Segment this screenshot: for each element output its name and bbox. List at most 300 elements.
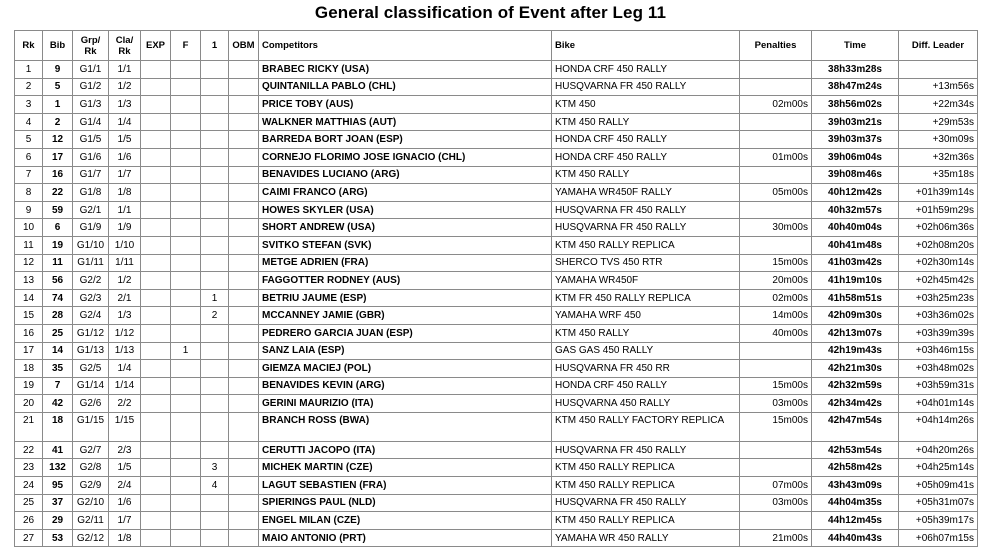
cell-rank: 27 [15, 529, 43, 547]
cell-diff-leader: +32m36s [899, 148, 978, 166]
cell-exp [141, 272, 171, 290]
cell-penalty [740, 113, 812, 131]
cell-exp [141, 477, 171, 495]
cell-bike: KTM 450 RALLY REPLICA [552, 512, 740, 530]
cell-competitor: FAGGOTTER RODNEY (AUS) [259, 272, 552, 290]
cell-diff-leader: +03h25m23s [899, 289, 978, 307]
cell-bike: KTM 450 RALLY REPLICA [552, 459, 740, 477]
cell-bike: HONDA CRF 450 RALLY [552, 377, 740, 395]
cell-class-rank: 2/2 [109, 395, 141, 413]
table-row [15, 61, 978, 79]
cell-f [171, 113, 201, 131]
cell-penalty: 15m00s [740, 377, 812, 395]
cell-bike: KTM 450 RALLY [552, 166, 740, 184]
cell-class-rank: 1/6 [109, 148, 141, 166]
cell-one [201, 529, 229, 547]
cell-time: 40h32m57s [812, 201, 899, 219]
cell-competitor: CAIMI FRANCO (ARG) [259, 184, 552, 202]
header-cla-rk [109, 31, 141, 61]
cell-one [201, 184, 229, 202]
table-row [15, 494, 978, 512]
cell-class-rank: 1/7 [109, 512, 141, 530]
header-grp-rk [73, 31, 109, 61]
cell-f [171, 289, 201, 307]
cell-obm [229, 201, 259, 219]
header-diff-leader: Diff. Leader [899, 31, 978, 61]
cell-one: 1 [201, 289, 229, 307]
cell-penalty [740, 201, 812, 219]
cell-rank: 18 [15, 360, 43, 378]
cell-f [171, 201, 201, 219]
cell-rank: 22 [15, 441, 43, 459]
cell-group-rank: G2/10 [73, 494, 109, 512]
cell-class-rank: 1/10 [109, 236, 141, 254]
cell-group-rank: G2/11 [73, 512, 109, 530]
cell-penalty: 03m00s [740, 494, 812, 512]
cell-obm [229, 184, 259, 202]
classification-table [14, 30, 978, 547]
cell-f [171, 459, 201, 477]
cell-class-rank: 1/5 [109, 459, 141, 477]
cell-class-rank: 2/1 [109, 289, 141, 307]
cell-bib: 22 [43, 184, 73, 202]
cell-penalty [740, 360, 812, 378]
cell-f [171, 254, 201, 272]
cell-group-rank: G1/2 [73, 78, 109, 96]
cell-obm [229, 219, 259, 237]
cell-exp [141, 236, 171, 254]
cell-time: 38h56m02s [812, 96, 899, 114]
cell-f [171, 477, 201, 495]
cell-group-rank: G1/1 [73, 61, 109, 79]
cell-bib: 7 [43, 377, 73, 395]
cell-obm [229, 254, 259, 272]
cell-diff-leader: +04h14m26s [899, 412, 978, 441]
cell-exp [141, 289, 171, 307]
cell-rank: 23 [15, 459, 43, 477]
cell-competitor: CERUTTI JACOPO (ITA) [259, 441, 552, 459]
cell-time: 40h41m48s [812, 236, 899, 254]
cell-class-rank: 1/15 [109, 412, 141, 441]
cell-obm [229, 131, 259, 149]
cell-penalty: 14m00s [740, 307, 812, 325]
cell-diff-leader: +35m18s [899, 166, 978, 184]
cell-competitor: WALKNER MATTHIAS (AUT) [259, 113, 552, 131]
cell-rank: 14 [15, 289, 43, 307]
cell-f [171, 184, 201, 202]
cell-one [201, 61, 229, 79]
cell-bib: 12 [43, 131, 73, 149]
cell-f [171, 441, 201, 459]
cell-exp [141, 131, 171, 149]
cell-bike: GAS GAS 450 RALLY [552, 342, 740, 360]
table-row [15, 441, 978, 459]
cell-class-rank: 1/5 [109, 131, 141, 149]
cell-f: 1 [171, 342, 201, 360]
cell-one [201, 395, 229, 413]
cell-one [201, 494, 229, 512]
cell-rank: 26 [15, 512, 43, 530]
cell-obm [229, 78, 259, 96]
cell-penalty: 02m00s [740, 289, 812, 307]
cell-diff-leader: +30m09s [899, 131, 978, 149]
cell-f [171, 61, 201, 79]
cell-time: 38h47m24s [812, 78, 899, 96]
cell-rank: 12 [15, 254, 43, 272]
cell-bib: 41 [43, 441, 73, 459]
cell-one [201, 201, 229, 219]
table-row [15, 201, 978, 219]
cell-exp [141, 201, 171, 219]
cell-f [171, 377, 201, 395]
cell-diff-leader: +22m34s [899, 96, 978, 114]
cell-penalty: 30m00s [740, 219, 812, 237]
cell-bib: 17 [43, 148, 73, 166]
cell-competitor: BRABEC RICKY (USA) [259, 61, 552, 79]
classification-rows [15, 61, 978, 547]
cell-bike: KTM 450 RALLY [552, 113, 740, 131]
cell-bike: KTM FR 450 RALLY REPLICA [552, 289, 740, 307]
cell-group-rank: G1/5 [73, 131, 109, 149]
cell-diff-leader: +05h31m07s [899, 494, 978, 512]
cell-rank: 25 [15, 494, 43, 512]
cell-group-rank: G1/13 [73, 342, 109, 360]
cell-bike: HONDA CRF 450 RALLY [552, 61, 740, 79]
cell-f [171, 395, 201, 413]
cell-penalty: 01m00s [740, 148, 812, 166]
header-competitors: Competitors [259, 31, 552, 61]
cell-diff-leader: +03h46m15s [899, 342, 978, 360]
cell-rank: 21 [15, 412, 43, 441]
cell-bike: HUSQVARNA 450 RALLY [552, 395, 740, 413]
cell-competitor: PEDRERO GARCIA JUAN (ESP) [259, 324, 552, 342]
cell-one [201, 441, 229, 459]
cell-obm [229, 395, 259, 413]
cell-f [171, 324, 201, 342]
cell-bib: 28 [43, 307, 73, 325]
cell-time: 42h53m54s [812, 441, 899, 459]
cell-class-rank: 1/8 [109, 529, 141, 547]
cell-bike: HUSQVARNA FR 450 RR [552, 360, 740, 378]
cell-bib: 42 [43, 395, 73, 413]
header-rk: Rk [15, 31, 43, 61]
cell-obm [229, 342, 259, 360]
cell-competitor: METGE ADRIEN (FRA) [259, 254, 552, 272]
cell-diff-leader: +02h08m20s [899, 236, 978, 254]
cell-penalty [740, 166, 812, 184]
cell-class-rank: 1/12 [109, 324, 141, 342]
cell-group-rank: G2/1 [73, 201, 109, 219]
table-row [15, 113, 978, 131]
cell-time: 42h32m59s [812, 377, 899, 395]
cell-rank: 5 [15, 131, 43, 149]
cell-bib: 56 [43, 272, 73, 290]
cell-time: 41h58m51s [812, 289, 899, 307]
cell-bib: 9 [43, 61, 73, 79]
cell-bib: 95 [43, 477, 73, 495]
cell-bib: 18 [43, 412, 73, 441]
cell-class-rank: 1/14 [109, 377, 141, 395]
cell-obm [229, 272, 259, 290]
table-row [15, 360, 978, 378]
cell-bike: HUSQVARNA FR 450 RALLY [552, 219, 740, 237]
table-row [15, 254, 978, 272]
cell-class-rank: 1/1 [109, 201, 141, 219]
table-row [15, 412, 978, 441]
cell-f [171, 272, 201, 290]
cell-rank: 9 [15, 201, 43, 219]
cell-bike: HUSQVARNA FR 450 RALLY [552, 494, 740, 512]
cell-time: 39h03m21s [812, 113, 899, 131]
cell-penalty [740, 78, 812, 96]
header-cla-line2: Rk [118, 45, 131, 57]
cell-diff-leader [899, 61, 978, 79]
cell-competitor: GIEMZA MACIEJ (POL) [259, 360, 552, 378]
cell-obm [229, 459, 259, 477]
table-row [15, 289, 978, 307]
cell-penalty: 07m00s [740, 477, 812, 495]
cell-f [171, 512, 201, 530]
cell-time: 42h13m07s [812, 324, 899, 342]
cell-class-rank: 1/2 [109, 272, 141, 290]
header-time: Time [812, 31, 899, 61]
header-penalties: Penalties [740, 31, 812, 61]
cell-obm [229, 113, 259, 131]
cell-bib: 5 [43, 78, 73, 96]
cell-bike: KTM 450 [552, 96, 740, 114]
cell-time: 42h19m43s [812, 342, 899, 360]
cell-time: 44h04m35s [812, 494, 899, 512]
cell-penalty [740, 131, 812, 149]
header-grp-line2: Rk [84, 45, 97, 57]
cell-bike: YAMAHA WR450F [552, 272, 740, 290]
cell-obm [229, 236, 259, 254]
cell-penalty: 15m00s [740, 254, 812, 272]
cell-group-rank: G2/8 [73, 459, 109, 477]
table-row [15, 307, 978, 325]
cell-exp [141, 395, 171, 413]
cell-group-rank: G1/3 [73, 96, 109, 114]
header-bib: Bib [43, 31, 73, 61]
cell-bib: 6 [43, 219, 73, 237]
cell-rank: 13 [15, 272, 43, 290]
cell-competitor: PRICE TOBY (AUS) [259, 96, 552, 114]
cell-bib: 132 [43, 459, 73, 477]
cell-f [171, 494, 201, 512]
cell-obm [229, 441, 259, 459]
cell-competitor: MAIO ANTONIO (PRT) [259, 529, 552, 547]
cell-penalty [740, 61, 812, 79]
cell-diff-leader: +29m53s [899, 113, 978, 131]
cell-time: 40h40m04s [812, 219, 899, 237]
cell-diff-leader: +13m56s [899, 78, 978, 96]
table-row [15, 477, 978, 495]
cell-group-rank: G1/12 [73, 324, 109, 342]
cell-time: 42h09m30s [812, 307, 899, 325]
cell-penalty [740, 342, 812, 360]
cell-bib: 11 [43, 254, 73, 272]
cell-one [201, 412, 229, 441]
cell-one [201, 148, 229, 166]
document-title: General classification of Event after Leg 11 [314, 3, 667, 22]
cell-group-rank: G1/6 [73, 148, 109, 166]
cell-exp [141, 148, 171, 166]
header-cla-line1: Cla/ [115, 34, 134, 46]
cell-penalty [740, 236, 812, 254]
cell-rank: 17 [15, 342, 43, 360]
cell-group-rank: G2/9 [73, 477, 109, 495]
cell-obm [229, 61, 259, 79]
cell-group-rank: G1/4 [73, 113, 109, 131]
cell-diff-leader: +03h59m31s [899, 377, 978, 395]
cell-rank: 3 [15, 96, 43, 114]
cell-f [171, 412, 201, 441]
table-row [15, 219, 978, 237]
cell-f [171, 529, 201, 547]
cell-diff-leader: +01h39m14s [899, 184, 978, 202]
cell-bib: 37 [43, 494, 73, 512]
cell-one: 3 [201, 459, 229, 477]
cell-one [201, 131, 229, 149]
cell-diff-leader: +02h45m42s [899, 272, 978, 290]
cell-competitor: ENGEL MILAN (CZE) [259, 512, 552, 530]
cell-group-rank: G1/11 [73, 254, 109, 272]
header-grp-line1: Grp/ [80, 34, 101, 46]
cell-group-rank: G1/7 [73, 166, 109, 184]
cell-one [201, 113, 229, 131]
cell-diff-leader: +06h07m15s [899, 529, 978, 547]
table-row [15, 342, 978, 360]
cell-penalty: 21m00s [740, 529, 812, 547]
cell-competitor: BENAVIDES LUCIANO (ARG) [259, 166, 552, 184]
cell-class-rank: 1/3 [109, 96, 141, 114]
cell-diff-leader: +04h20m26s [899, 441, 978, 459]
cell-time: 42h21m30s [812, 360, 899, 378]
cell-rank: 10 [15, 219, 43, 237]
cell-time: 39h08m46s [812, 166, 899, 184]
cell-rank: 1 [15, 61, 43, 79]
cell-one: 2 [201, 307, 229, 325]
cell-bike: YAMAHA WR450F RALLY [552, 184, 740, 202]
cell-obm [229, 166, 259, 184]
cell-diff-leader: +03h36m02s [899, 307, 978, 325]
cell-diff-leader: +04h25m14s [899, 459, 978, 477]
header-obm: OBM [229, 31, 259, 61]
table-row [15, 166, 978, 184]
cell-exp [141, 494, 171, 512]
cell-penalty: 15m00s [740, 412, 812, 441]
cell-diff-leader: +04h01m14s [899, 395, 978, 413]
cell-f [171, 148, 201, 166]
cell-exp [141, 166, 171, 184]
cell-f [171, 307, 201, 325]
cell-obm [229, 529, 259, 547]
cell-f [171, 236, 201, 254]
cell-penalty: 05m00s [740, 184, 812, 202]
table-row [15, 395, 978, 413]
cell-competitor: BETRIU JAUME (ESP) [259, 289, 552, 307]
table-row [15, 131, 978, 149]
cell-bike: HUSQVARNA FR 450 RALLY [552, 201, 740, 219]
cell-competitor: BARREDA BORT JOAN (ESP) [259, 131, 552, 149]
cell-exp [141, 96, 171, 114]
cell-one [201, 512, 229, 530]
cell-one [201, 377, 229, 395]
cell-bib: 16 [43, 166, 73, 184]
cell-time: 41h19m10s [812, 272, 899, 290]
cell-competitor: LAGUT SEBASTIEN (FRA) [259, 477, 552, 495]
cell-time: 39h06m04s [812, 148, 899, 166]
cell-obm [229, 307, 259, 325]
cell-exp [141, 78, 171, 96]
cell-competitor: BENAVIDES KEVIN (ARG) [259, 377, 552, 395]
cell-exp [141, 113, 171, 131]
cell-one [201, 342, 229, 360]
cell-obm [229, 512, 259, 530]
cell-bib: 74 [43, 289, 73, 307]
cell-bike: YAMAHA WR 450 RALLY [552, 529, 740, 547]
cell-exp [141, 412, 171, 441]
cell-time: 42h47m54s [812, 412, 899, 441]
cell-time: 41h03m42s [812, 254, 899, 272]
cell-one [201, 96, 229, 114]
cell-exp [141, 512, 171, 530]
cell-diff-leader: +05h09m41s [899, 477, 978, 495]
cell-rank: 7 [15, 166, 43, 184]
cell-one [201, 254, 229, 272]
cell-bike: YAMAHA WRF 450 [552, 307, 740, 325]
cell-bike: KTM 450 RALLY FACTORY REPLICA [552, 412, 740, 441]
cell-class-rank: 1/1 [109, 61, 141, 79]
cell-exp [141, 342, 171, 360]
table-row [15, 236, 978, 254]
table-row [15, 78, 978, 96]
cell-time: 38h33m28s [812, 61, 899, 79]
cell-one [201, 219, 229, 237]
cell-group-rank: G2/2 [73, 272, 109, 290]
cell-exp [141, 254, 171, 272]
cell-bike: HONDA CRF 450 RALLY [552, 131, 740, 149]
header-f: F [171, 31, 201, 61]
cell-penalty [740, 512, 812, 530]
cell-exp [141, 529, 171, 547]
cell-one [201, 78, 229, 96]
cell-diff-leader: +03h39m39s [899, 324, 978, 342]
cell-rank: 4 [15, 113, 43, 131]
header-bike: Bike [552, 31, 740, 61]
cell-bib: 1 [43, 96, 73, 114]
cell-one [201, 236, 229, 254]
cell-bike: HUSQVARNA FR 450 RALLY [552, 441, 740, 459]
cell-rank: 2 [15, 78, 43, 96]
cell-obm [229, 477, 259, 495]
cell-group-rank: G2/6 [73, 395, 109, 413]
cell-one [201, 360, 229, 378]
cell-obm [229, 148, 259, 166]
cell-bib: 19 [43, 236, 73, 254]
header-exp: EXP [141, 31, 171, 61]
cell-rank: 15 [15, 307, 43, 325]
cell-f [171, 219, 201, 237]
cell-one [201, 272, 229, 290]
cell-competitor: MCCANNEY JAMIE (GBR) [259, 307, 552, 325]
cell-bib: 29 [43, 512, 73, 530]
cell-class-rank: 1/6 [109, 494, 141, 512]
cell-competitor: HOWES SKYLER (USA) [259, 201, 552, 219]
cell-class-rank: 1/2 [109, 78, 141, 96]
cell-class-rank: 2/4 [109, 477, 141, 495]
cell-bib: 35 [43, 360, 73, 378]
